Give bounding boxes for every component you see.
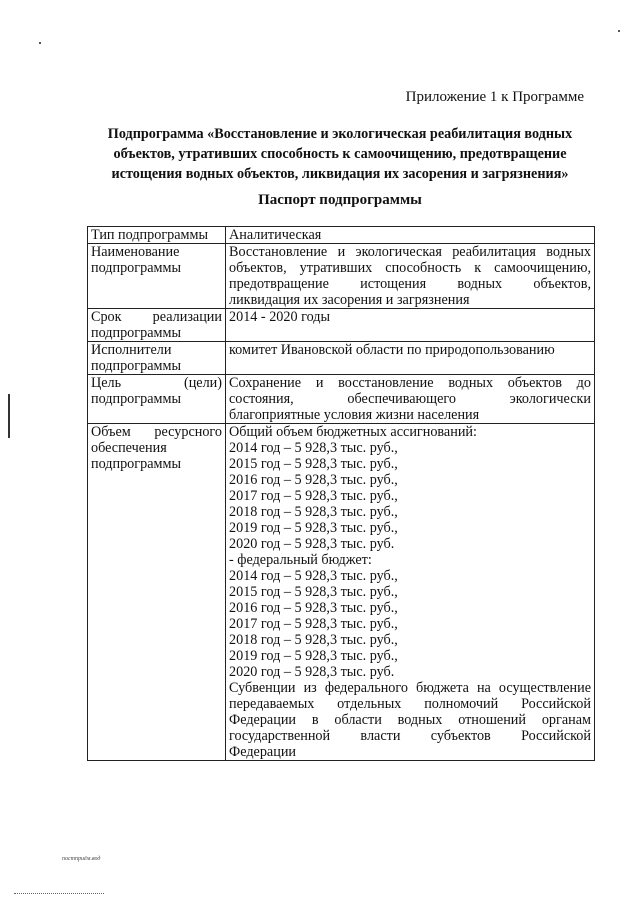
row-value [226, 342, 595, 375]
label-line: подпрограммы [91, 391, 181, 407]
passport-table [87, 226, 595, 761]
row-value [226, 424, 595, 761]
funding-year-line: 2014 год – 5 928,3 тыс. руб., [229, 440, 398, 456]
subvention-line: передаваемых отдельных полномочий Российской [229, 696, 591, 712]
funding-year-line: 2019 год – 5 928,3 тыс. руб., [229, 520, 398, 536]
title-line: истощения водных объектов, ликвидация их засорения и загрязнения» [111, 166, 569, 182]
funding-year-line: 2018 год – 5 928,3 тыс. руб., [229, 504, 398, 520]
row-label [88, 424, 226, 761]
value-text: Аналитическая [229, 227, 322, 243]
label-line: подпрограммы [91, 325, 181, 341]
footer-stamp: постприём.вод [62, 856, 101, 862]
label-line: Исполнители [91, 342, 172, 358]
table-row-term [88, 309, 595, 342]
value-line: Восстановление и экологическая реабилитация водных [229, 244, 591, 260]
federal-year-line: 2015 год – 5 928,3 тыс. руб., [229, 584, 398, 600]
federal-year-line: 2018 год – 5 928,3 тыс. руб., [229, 632, 398, 648]
value-line: объектов, утративших способность к самоочищению, [229, 260, 591, 276]
row-value [226, 244, 595, 309]
row-label [88, 309, 226, 342]
appendix-label: Приложение 1 к Программе [405, 89, 584, 105]
label-word: ресурсного [154, 424, 222, 440]
value-text: 2014 - 2020 годы [229, 309, 331, 325]
funding-year-line: 2016 год – 5 928,3 тыс. руб., [229, 472, 398, 488]
label-word: Срок [91, 309, 122, 325]
value-line: благоприятные условия жизни населения [229, 407, 480, 423]
table-row-type [88, 227, 595, 244]
label-line [91, 424, 222, 440]
label-line: подпрограммы [91, 456, 181, 472]
value-text: комитет Ивановской области по природопользованию [229, 342, 555, 358]
label-word: Цель [91, 375, 122, 391]
label-line [91, 309, 222, 325]
value-line: ликвидация их засорения и загрязнения [229, 292, 470, 308]
funding-year-line: 2017 год – 5 928,3 тыс. руб., [229, 488, 398, 504]
label-line: подпрограммы [91, 260, 181, 276]
label-line [91, 375, 222, 391]
funding-total-heading: Общий объем бюджетных ассигнований: [229, 424, 477, 440]
federal-year-line: 2017 год – 5 928,3 тыс. руб., [229, 616, 398, 632]
title-line: объектов, утративших способность к самоочищению, предотвращение [113, 146, 567, 162]
value-line: состояния, обеспечивающего экологически [229, 391, 591, 407]
funding-year-line: 2015 год – 5 928,3 тыс. руб., [229, 456, 398, 472]
margin-mark [8, 394, 10, 438]
federal-year-line: 2016 год – 5 928,3 тыс. руб., [229, 600, 398, 616]
table-row-executors [88, 342, 595, 375]
row-label [88, 227, 226, 244]
label-line: подпрограммы [91, 358, 181, 374]
title-line: Подпрограмма «Восстановление и экологическая реабилитация водных [107, 126, 573, 142]
scan-speck [39, 42, 41, 44]
row-label [88, 375, 226, 424]
table-row-funding [88, 424, 595, 761]
label-word: Объем [91, 424, 131, 440]
federal-year-line: 2014 год – 5 928,3 тыс. руб., [229, 568, 398, 584]
subvention-line: Федерации [229, 744, 297, 760]
row-label [88, 342, 226, 375]
label-word: реализации [152, 309, 222, 325]
federal-budget-heading: - федеральный бюджет: [229, 552, 372, 568]
subvention-line: Федерации в области водных отношений органам [229, 712, 591, 728]
funding-year-line: 2020 год – 5 928,3 тыс. руб. [229, 536, 395, 552]
label-line: обеспечения [91, 440, 167, 456]
value-line: Сохранение и восстановление водных объектов до [229, 375, 591, 391]
row-value [226, 227, 595, 244]
subvention-line: Субвенции из федерального бюджета на осуществление [229, 680, 591, 696]
table-row-goal [88, 375, 595, 424]
row-value [226, 309, 595, 342]
label-line: Наименование [91, 244, 180, 260]
scan-speck [618, 30, 620, 32]
label-word: (цели) [183, 375, 222, 391]
table-row-name [88, 244, 595, 309]
federal-year-line: 2020 год – 5 928,3 тыс. руб. [229, 664, 395, 680]
subvention-line: государственной власти субъектов Российской [229, 728, 591, 744]
document-title [60, 124, 620, 184]
scan-edge-dots [14, 893, 104, 894]
row-label [88, 244, 226, 309]
passport-heading: Паспорт подпрограммы [258, 192, 422, 208]
label-text: Тип подпрограммы [91, 227, 209, 243]
row-value [226, 375, 595, 424]
value-line: предотвращение истощения водных объектов, [229, 276, 591, 292]
federal-year-line: 2019 год – 5 928,3 тыс. руб., [229, 648, 398, 664]
